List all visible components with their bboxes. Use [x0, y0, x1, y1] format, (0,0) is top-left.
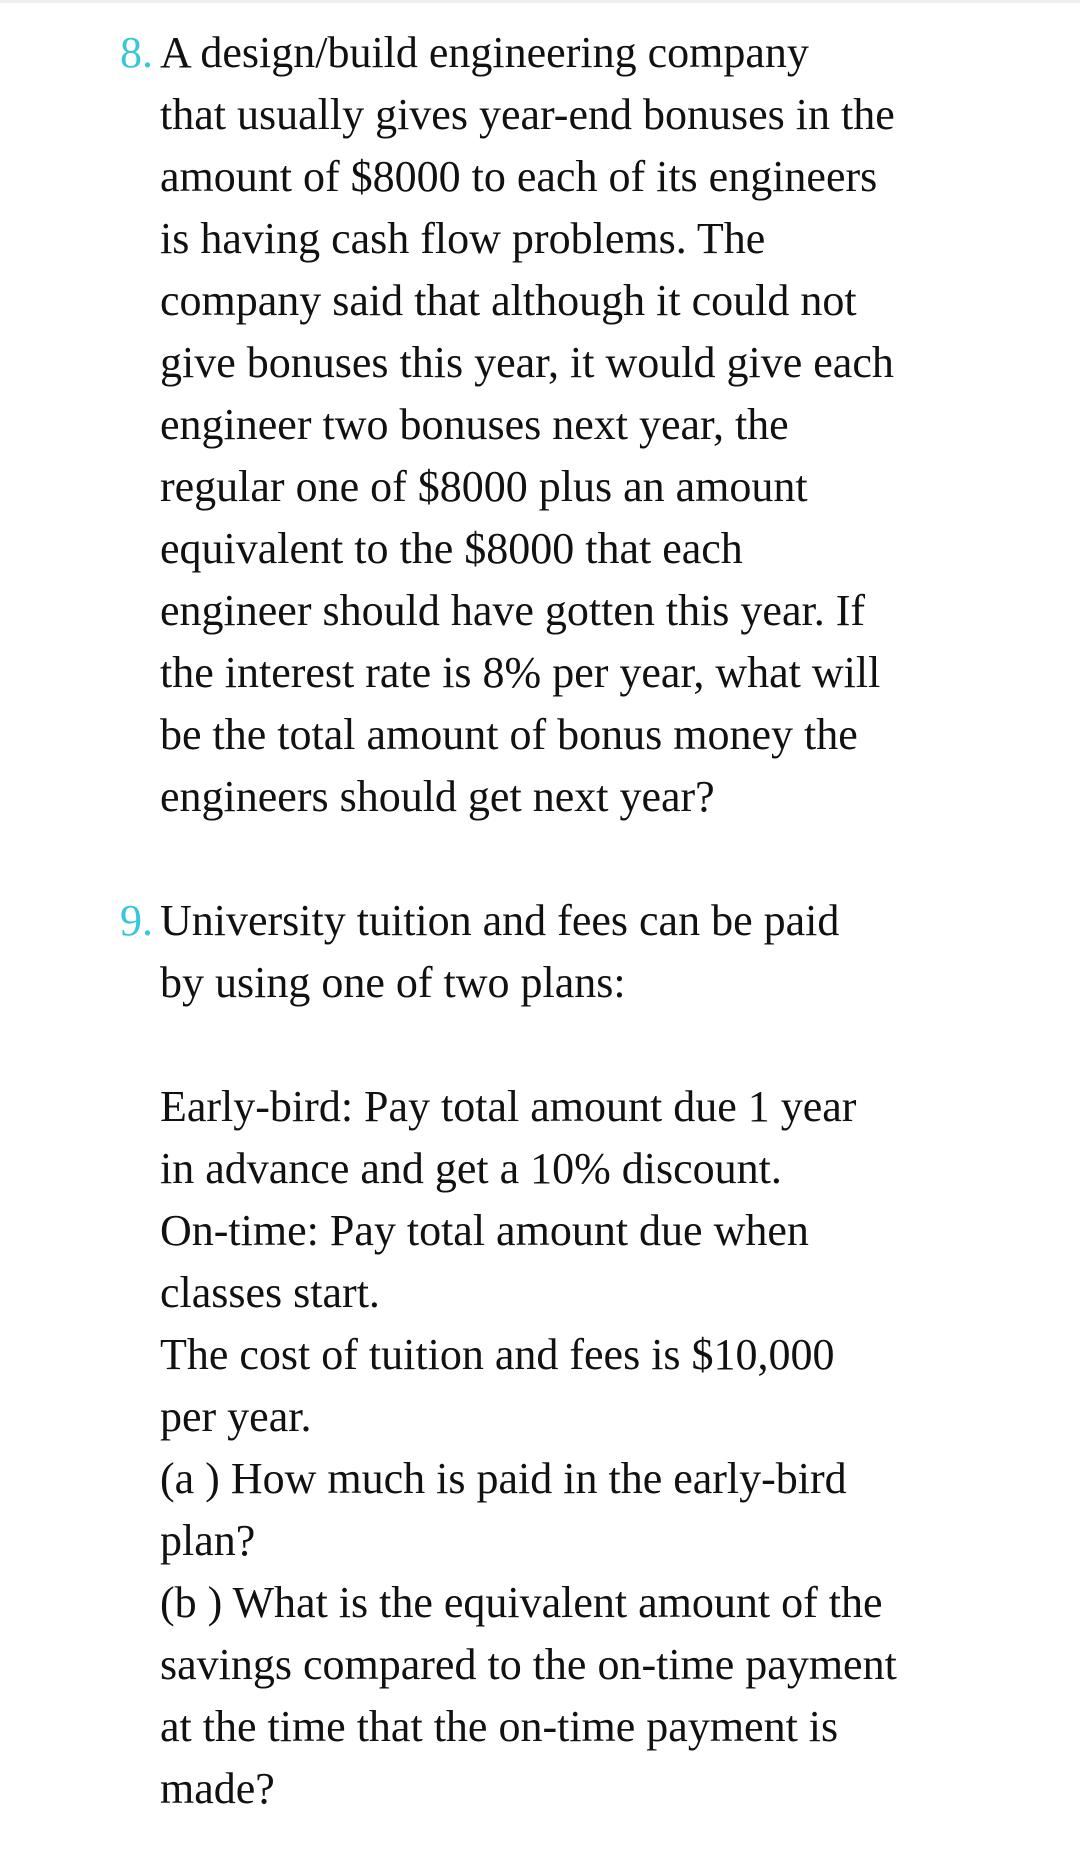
problem-body-line: at the time that the on-time payment is	[160, 1702, 839, 1751]
problem-text-line: engineers should get next year?	[160, 772, 715, 821]
problem-body-line: made?	[160, 1764, 275, 1813]
problem-text-line: amount of $8000 to each of its engineers	[160, 152, 878, 201]
document-page	[0, 22, 1080, 1820]
problem-body-line: On-time: Pay total amount due when	[160, 1206, 809, 1255]
problem-text-line: be the total amount of bonus money the	[160, 710, 858, 759]
problem-8	[0, 22, 1080, 828]
problem-text-line: company said that although it could not	[160, 276, 857, 325]
problem-text-line: engineer should have gotten this year. If	[160, 586, 866, 635]
problem-body-line: savings compared to the on-time payment	[160, 1640, 897, 1689]
problem-body-line: per year.	[160, 1392, 312, 1441]
problem-text-line: regular one of $8000 plus an amount	[160, 462, 808, 511]
problem-number: 9.	[120, 896, 153, 945]
problem-9	[0, 890, 1080, 1820]
problem-number: 8.	[120, 28, 153, 77]
problem-body-line: (a ) How much is paid in the early-bird	[160, 1454, 847, 1503]
problem-body-line: The cost of tuition and fees is $10,000	[160, 1330, 835, 1379]
problem-intro-line: University tuition and fees can be paid	[160, 896, 840, 945]
problem-body-line: classes start.	[160, 1268, 380, 1317]
paragraph-gap	[160, 1014, 1020, 1076]
problem-text-line: the interest rate is 8% per year, what will	[160, 648, 881, 697]
problem-text-line: that usually gives year-end bonuses in the	[160, 90, 895, 139]
problem-text-line: A design/build engineering company	[160, 28, 809, 77]
problem-body-line: Early-bird: Pay total amount due 1 year	[160, 1082, 857, 1131]
problem-text-line: is having cash flow problems. The	[160, 214, 766, 263]
problem-body-line: in advance and get a 10% discount.	[160, 1144, 782, 1193]
problem-text-line: equivalent to the $8000 that each	[160, 524, 743, 573]
problem-body-line: (b ) What is the equivalent amount of the	[160, 1578, 883, 1627]
problem-text-line: engineer two bonuses next year, the	[160, 400, 789, 449]
top-divider	[0, 0, 1080, 3]
problem-text-line: give bonuses this year, it would give each	[160, 338, 894, 387]
problem-intro-line: by using one of two plans:	[160, 958, 626, 1007]
problem-body-line: plan?	[160, 1516, 256, 1565]
